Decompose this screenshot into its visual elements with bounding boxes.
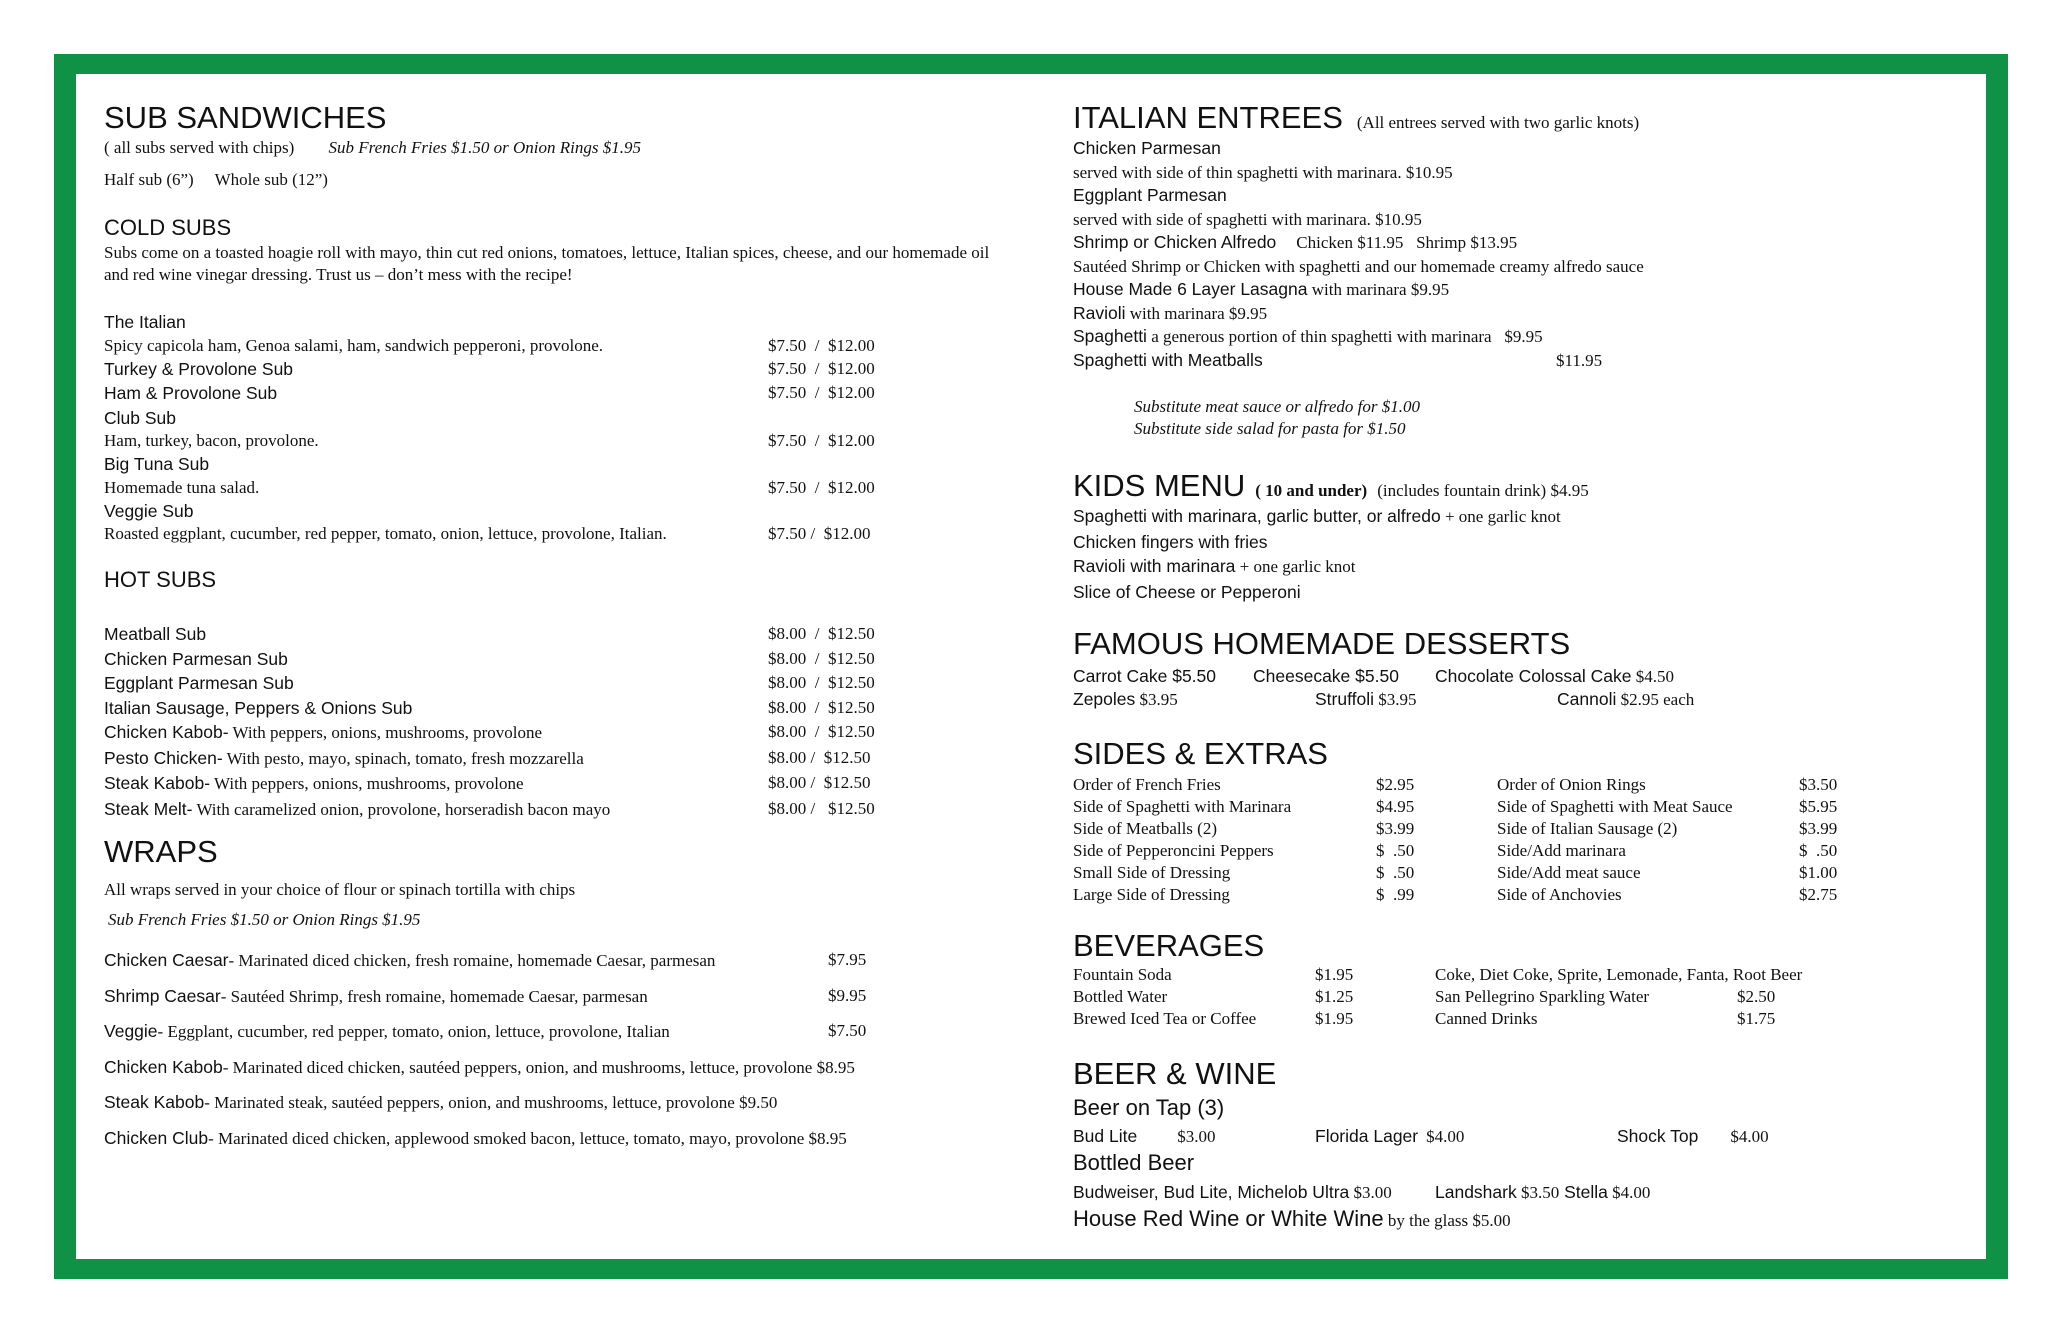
menu-item-name: Shrimp or Chicken Alfredo	[1073, 232, 1277, 252]
beer-tap-title: Beer on Tap (3)	[1073, 1095, 1225, 1120]
menu-item-desc: - Marinated diced chicken, sautéed peppers, onion, and mushrooms, lettuce, provolone $8.95	[222, 1057, 855, 1077]
menu-item-name: Eggplant Parmesan	[1073, 185, 1227, 205]
menu-item-price: $ .99	[1376, 885, 1415, 904]
menu-item-price: $3.99	[1799, 819, 1838, 838]
menu-item-row	[104, 943, 1024, 979]
entrees-list	[1073, 137, 1943, 372]
menu-item-name: Chicken Kabob	[104, 1056, 223, 1077]
desserts-title: FAMOUS HOMEMADE DESSERTS	[1073, 626, 1571, 661]
menu-item-row	[104, 647, 1004, 672]
wraps-title: WRAPS	[104, 834, 218, 869]
menu-item-price: $2.95	[1376, 775, 1415, 794]
side-item	[1497, 818, 1857, 840]
dessert-item	[1315, 687, 1417, 713]
menu-item-row	[104, 381, 1004, 406]
menu-item-name: Chicken Caesar	[104, 950, 229, 970]
menu-item-desc: - Eggplant, cucumber, red pepper, tomato, onion, lettuce, provolone, Italian	[157, 1022, 670, 1041]
menu-item-name: Chicken Parmesan	[1073, 138, 1221, 158]
bottled-beer-items	[1073, 1180, 1392, 1206]
menu-item-name: Order of French Fries	[1073, 775, 1221, 794]
menu-item-price: $1.25	[1315, 987, 1354, 1006]
menu-item-name: Large Side of Dressing	[1073, 885, 1230, 904]
beverages-right-list	[1435, 964, 1865, 1030]
menu-item-row	[1073, 349, 1943, 373]
menu-item-row	[104, 1085, 1024, 1121]
menu-item-price: $1.75	[1737, 1009, 1776, 1028]
menu-item-price: by the glass $5.00	[1383, 1211, 1511, 1230]
menu-item-name: Florida Lager	[1315, 1126, 1419, 1146]
menu-item-price: $7.50 / $12.00	[768, 524, 871, 543]
wine-line	[1073, 1206, 1511, 1232]
menu-item-name: Bud Lite	[1073, 1126, 1138, 1146]
wraps-list	[104, 943, 1024, 1156]
tap-beer-item	[1073, 1124, 1215, 1150]
menu-item-name: Cannoli	[1557, 689, 1617, 709]
menu-item-name: Club Sub	[104, 407, 176, 428]
menu-item-price: $ .50	[1376, 863, 1415, 882]
menu-item-desc: With pesto, mayo, spinach, tomato, fresh mozzarella	[222, 748, 584, 768]
menu-item-price: $3.50	[1516, 1183, 1560, 1202]
kids-note: (includes fountain drink) $4.95	[1377, 481, 1589, 500]
menu-item-name: Spaghetti with Meatballs	[1073, 349, 1263, 370]
menu-item-price: $ .50	[1799, 841, 1838, 860]
menu-item-desc: Roasted eggplant, cucumber, red pepper, tomato, onion, lettuce, provolone, Italian.	[104, 524, 667, 543]
entrees-title: ITALIAN ENTREES	[1073, 100, 1343, 135]
menu-item-row	[104, 696, 1004, 721]
menu-item-name: Struffoli	[1315, 689, 1375, 709]
menu-item-name: The Italian	[104, 312, 186, 332]
menu-item-name: Ravioli with marinara	[1073, 556, 1236, 576]
menu-item-name: Side of Anchovies	[1497, 885, 1622, 904]
menu-item-price: $1.95	[1315, 965, 1354, 984]
side-item	[1073, 774, 1443, 796]
menu-item-name: Steak Kabob	[104, 1092, 205, 1112]
menu-item-name: Meatball Sub	[104, 624, 207, 644]
menu-item-name: Order of Onion Rings	[1497, 775, 1646, 794]
side-item	[1497, 796, 1857, 818]
menu-item-name: Eggplant Parmesan Sub	[104, 673, 294, 693]
menu-item-desc: With peppers, onions, mushrooms, provolone	[210, 774, 524, 793]
menu-item-desc: With peppers, onions, mushrooms, provolone	[228, 723, 543, 742]
menu-item-row	[104, 335, 1004, 357]
menu-item-price: $7.50 / $12.00	[768, 477, 875, 497]
side-item	[1073, 862, 1443, 884]
tap-beer-item	[1315, 1124, 1464, 1150]
menu-item-name: Side/Add marinara	[1497, 841, 1626, 860]
menu-item-name: Ham & Provolone Sub	[104, 383, 278, 403]
menu-item-price: $7.50 / $12.00	[768, 431, 875, 450]
beer-wine-title: BEER & WINE	[1073, 1056, 1277, 1091]
menu-item-price: $4.00	[1607, 1183, 1651, 1202]
beverage-item	[1073, 964, 1393, 986]
menu-item-row	[104, 979, 1024, 1015]
menu-item-price: $8.00 / $12.50	[768, 624, 875, 643]
menu-item-name: Chicken fingers with fries	[1073, 531, 1268, 552]
menu-item-name: Bottled Water	[1073, 987, 1168, 1006]
menu-item-name: Side of Spaghetti with Marinara	[1073, 797, 1292, 816]
menu-item-name: Zepoles	[1073, 689, 1136, 709]
menu-item-row	[104, 1121, 1024, 1157]
menu-item-price: $11.95	[1556, 350, 1603, 370]
menu-item-row	[104, 357, 1004, 382]
subs-fries-note: Sub French Fries $1.50 or Onion Rings $1.95	[328, 138, 641, 157]
menu-item-price: $8.00 / $12.50	[768, 697, 875, 717]
kids-heading	[1073, 468, 1589, 504]
beverages-title: BEVERAGES	[1073, 928, 1265, 963]
sides-right-list	[1497, 774, 1857, 906]
menu-item-name: Turkey & Provolone Sub	[104, 358, 294, 379]
menu-item-row	[104, 523, 1004, 545]
menu-item-price: $8.00 / $12.50	[768, 722, 875, 741]
beverage-item	[1073, 1008, 1393, 1030]
menu-item-name: Carrot Cake	[1073, 666, 1168, 686]
menu-item-desc: with marinara $9.95	[1307, 280, 1450, 299]
menu-item-desc: Spicy capicola ham, Genoa salami, ham, sandwich pepperoni, provolone.	[104, 335, 603, 355]
side-item	[1497, 884, 1857, 906]
menu-item-price: $2.75	[1799, 885, 1838, 904]
menu-item-price: $7.50 / $12.00	[768, 358, 875, 378]
menu-item-price: $4.00	[1426, 1127, 1465, 1146]
beverage-item	[1435, 986, 1865, 1008]
menu-item-desc: - Sautéed Shrimp, fresh romaine, homemade Caesar, parmesan	[220, 986, 648, 1006]
menu-item-name: Chocolate Colossal Cake	[1435, 666, 1632, 686]
menu-item-price: $3.00	[1177, 1127, 1216, 1146]
tap-beer-item	[1617, 1124, 1769, 1150]
menu-item-desc: served with side of thin spaghetti with marinara. $10.95	[1073, 162, 1453, 182]
side-item	[1497, 774, 1857, 796]
menu-item-name: Chicken Parmesan Sub	[104, 648, 288, 669]
cold-subs-list	[104, 310, 1004, 545]
cold-subs-title: COLD SUBS	[104, 215, 232, 240]
menu-item-desc: - Marinated diced chicken, fresh romaine, homemade Caesar, parmesan	[228, 951, 716, 970]
menu-item-name: Shock Top	[1617, 1126, 1699, 1146]
menu-item-row	[104, 771, 1004, 797]
menu-item-price: $1.00	[1799, 863, 1838, 882]
menu-item-price: $ .50	[1376, 841, 1415, 860]
menu-item-name: Side/Add meat sauce	[1497, 863, 1641, 882]
dessert-item	[1557, 687, 1694, 713]
menu-item-row	[1073, 302, 1943, 326]
beverage-item	[1435, 1008, 1865, 1030]
menu-item-row	[104, 622, 1004, 647]
menu-item-desc: with marinara $9.95	[1125, 303, 1268, 323]
menu-item-price: $2.95 each	[1616, 690, 1695, 709]
side-item	[1073, 796, 1443, 818]
menu-item-name: White Wine	[1271, 1206, 1384, 1231]
wine-or: or	[1239, 1206, 1272, 1231]
menu-item-price: $3.95	[1135, 690, 1178, 709]
hot-subs-title: HOT SUBS	[104, 567, 217, 592]
menu-item-name: Chicken Club	[104, 1127, 209, 1148]
menu-item-name: Steak Kabob-	[104, 773, 211, 793]
menu-item-name: Veggie Sub	[104, 500, 194, 521]
kids-age: ( 10 and under)	[1255, 481, 1368, 500]
menu-item-name: Ravioli	[1073, 302, 1126, 323]
beverage-item	[1073, 986, 1393, 1008]
entrees-note: (All entrees served with two garlic knots)	[1356, 113, 1640, 132]
menu-item-desc: + one garlic knot	[1440, 507, 1561, 526]
menu-item-name: Cheesecake	[1253, 666, 1351, 686]
side-item	[1073, 840, 1443, 862]
menu-item-price: $2.50	[1737, 987, 1776, 1006]
side-item	[1497, 840, 1857, 862]
entrees-heading	[1073, 100, 1639, 136]
menu-item-name: Shrimp Caesar	[104, 985, 221, 1006]
menu-item-name: Spaghetti	[1073, 326, 1147, 346]
menu-item-price: $3.95	[1374, 690, 1417, 709]
side-item	[1497, 862, 1857, 884]
bottled-beer-title: Bottled Beer	[1073, 1150, 1195, 1175]
menu-item-price: $1.95	[1315, 1009, 1354, 1028]
menu-item-desc: With caramelized onion, provolone, horseradish bacon mayo	[192, 799, 611, 819]
menu-item-price: $8.00 / $12.50	[768, 798, 875, 818]
menu-item-name: Landshark	[1435, 1182, 1517, 1202]
menu-item-name: Italian Sausage, Peppers & Onions Sub	[104, 697, 413, 718]
menu-item-row	[104, 671, 1004, 696]
menu-item-desc: a generous portion of thin spaghetti with marinara $9.95	[1146, 327, 1543, 346]
cold-subs-desc: Subs come on a toasted hoagie roll with mayo, thin cut red onions, tomatoes, lettuce, Italian spices, cheese, and our homemade oil and red wine vinegar dressing. Trust us – don’t mess with the recipe!	[104, 243, 990, 284]
subs-note	[104, 137, 641, 159]
menu-item-name: Slice of Cheese or Pepperoni	[1073, 581, 1301, 602]
menu-item-name: Spaghetti with marinara, garlic butter, or alfredo	[1073, 506, 1441, 526]
menu-item-price: $3.99	[1376, 819, 1415, 838]
menu-item-desc: served with side of spaghetti with marinara. $10.95	[1073, 209, 1422, 229]
menu-item-row	[104, 720, 1004, 746]
dessert-item	[1253, 664, 1399, 689]
menu-item-name: Budweiser, Bud Lite, Michelob Ultra	[1073, 1182, 1350, 1202]
menu-item-name: Brewed Iced Tea or Coffee	[1073, 1009, 1257, 1028]
menu-item-row	[1073, 325, 1943, 349]
menu-item-price: $5.95	[1799, 797, 1838, 816]
menu-item-price: $8.00 / $12.50	[768, 673, 875, 692]
beverage-item	[1435, 964, 1865, 986]
kids-title: KIDS MENU	[1073, 468, 1246, 503]
subs-sizes: Half sub (6”) Whole sub (12”)	[104, 170, 328, 189]
sides-title: SIDES & EXTRAS	[1073, 736, 1328, 771]
menu-item-price: $7.95	[828, 950, 867, 969]
menu-item-desc: + one garlic knot	[1235, 557, 1356, 576]
menu-item-name: Side of Pepperoncini Peppers	[1073, 841, 1274, 860]
bottled-beer-items-2	[1435, 1180, 1650, 1206]
menu-item-price: $4.00	[1730, 1127, 1769, 1146]
menu-page	[76, 74, 1986, 1259]
menu-item-row	[104, 1014, 1024, 1050]
menu-item-name: Chicken Kabob-	[104, 722, 229, 742]
menu-item-price: $9.95	[828, 985, 867, 1005]
menu-item-price: $4.95	[1376, 797, 1415, 816]
menu-item-name: Small Side of Dressing	[1073, 863, 1231, 882]
menu-item-price: $8.00 / $12.50	[768, 648, 875, 668]
entrees-sub-note-2: Substitute side salad for pasta for $1.50	[1134, 419, 1406, 438]
dessert-item	[1435, 664, 1674, 690]
menu-item-price: $5.50	[1167, 666, 1216, 686]
menu-item-desc: - Marinated steak, sautéed peppers, onion, and mushrooms, lettuce, provolone $9.50	[204, 1093, 778, 1112]
hot-subs-list	[104, 622, 1004, 822]
sides-left-list	[1073, 774, 1443, 906]
menu-item-name: Canned Drinks	[1435, 1009, 1538, 1028]
menu-item-price: $8.00 / $12.50	[768, 773, 871, 792]
menu-item-price: $7.50 / $12.00	[768, 383, 875, 402]
menu-item-name: Pesto Chicken-	[104, 747, 223, 768]
menu-item-row	[1073, 231, 1943, 255]
menu-item-price: $3.00	[1349, 1183, 1392, 1202]
subs-title: SUB SANDWICHES	[104, 100, 387, 135]
wraps-note: All wraps served in your choice of flour or spinach tortilla with chips	[104, 880, 576, 899]
beverages-left-list	[1073, 964, 1393, 1030]
menu-item-name: Coke, Diet Coke, Sprite, Lemonade, Fanta, Root Beer	[1435, 965, 1803, 984]
menu-item-row	[1073, 554, 1943, 580]
dessert-item	[1073, 687, 1178, 713]
side-item	[1073, 818, 1443, 840]
menu-item-row	[1073, 278, 1943, 302]
menu-item-price: $5.50	[1350, 666, 1399, 686]
menu-item-name: Side of Meatballs (2)	[1073, 819, 1217, 838]
menu-item-name: Fountain Soda	[1073, 965, 1172, 984]
menu-item-name: Side of Spaghetti with Meat Sauce	[1497, 797, 1733, 816]
menu-item-price: $3.50	[1799, 775, 1838, 794]
menu-item-name: House Made 6 Layer Lasagna	[1073, 279, 1308, 299]
menu-item-desc: - Marinated diced chicken, applewood smoked bacon, lettuce, tomato, mayo, provolone $8.95	[208, 1128, 847, 1148]
menu-item-price: $4.50	[1631, 667, 1674, 686]
menu-item-name: San Pellegrino Sparkling Water	[1435, 987, 1650, 1006]
menu-item-row	[104, 1050, 1024, 1086]
menu-item-price: $8.00 / $12.50	[768, 747, 871, 767]
menu-item-desc: Ham, turkey, bacon, provolone.	[104, 431, 319, 450]
menu-item-row	[104, 477, 1004, 499]
wraps-fries-note: Sub French Fries $1.50 or Onion Rings $1.95	[108, 910, 421, 929]
side-item	[1073, 884, 1443, 906]
menu-item-name: Steak Melt-	[104, 798, 193, 819]
menu-item-price: $7.50	[828, 1021, 867, 1040]
menu-item-desc: Homemade tuna salad.	[104, 477, 260, 497]
menu-item-row	[104, 430, 1004, 452]
subs-chips-note: ( all subs served with chips)	[104, 138, 295, 157]
menu-item-name: Big Tuna Sub	[104, 454, 210, 474]
menu-item-price: Chicken $11.95 Shrimp $13.95	[1296, 233, 1518, 252]
menu-item-name: House Red Wine	[1073, 1206, 1240, 1231]
menu-item-row	[104, 797, 1004, 823]
menu-item-price: $7.50 / $12.00	[768, 335, 875, 355]
menu-item-row	[104, 746, 1004, 772]
entrees-sub-note-1: Substitute meat sauce or alfredo for $1.00	[1134, 397, 1420, 416]
menu-item-row	[1073, 504, 1943, 530]
menu-item-name: Side of Italian Sausage (2)	[1497, 819, 1678, 838]
menu-item-name: Veggie	[104, 1021, 158, 1041]
menu-item-name: Stella	[1564, 1182, 1608, 1202]
kids-list	[1073, 504, 1943, 604]
dessert-item	[1073, 664, 1216, 689]
menu-item-desc: Sautéed Shrimp or Chicken with spaghetti and our homemade creamy alfredo sauce	[1073, 256, 1644, 276]
